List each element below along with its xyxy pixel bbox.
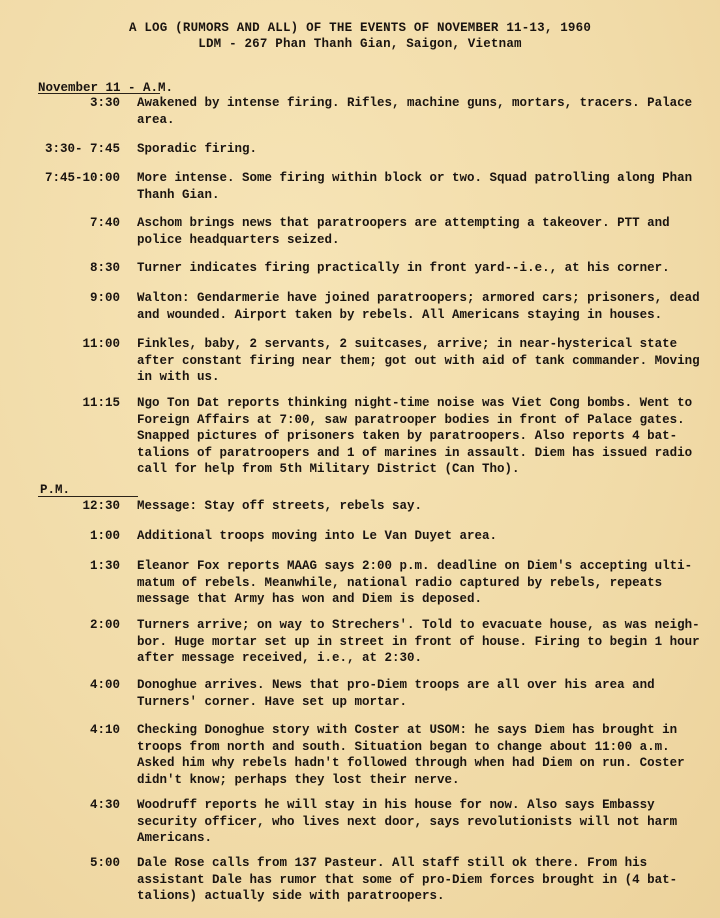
- entry-text-line: Walton: Gendarmerie have joined paratroopers; armored cars; prisoners, dead: [137, 291, 700, 305]
- entry-text: [137, 170, 707, 203]
- entry-time: 11:15: [82, 396, 120, 410]
- entry-time: 9:00: [89, 291, 120, 305]
- entry-text: [137, 290, 707, 323]
- entry-text-line: Aschom brings news that paratroopers are attempting a takeover. PTT and: [137, 216, 670, 230]
- entry-text-line: after message received, i.e., at 2:30.: [137, 651, 423, 666]
- entry-text-line: Americans.: [137, 831, 213, 846]
- pm-section-heading: P.M.: [40, 483, 71, 497]
- entry-text-line: Turners arrive; on way to Strechers'. Told to evacuate house, as was neigh-: [137, 618, 700, 632]
- entry-text-line: matum of rebels. Meanwhile, national radio captured by rebels, repeats: [137, 575, 663, 590]
- entry-time: 7:40: [89, 216, 120, 230]
- entry-text-line: police headquarters seized.: [137, 232, 340, 247]
- entry-time: 4:30: [89, 798, 120, 812]
- entry-text-line: and wounded. Airport taken by rebels. All Americans staying in houses.: [137, 307, 663, 322]
- entry-text: [137, 215, 707, 248]
- entry-text-line: area.: [137, 112, 175, 127]
- document-subtitle: LDM - 267 Phan Thanh Gian, Saigon, Vietnam: [198, 37, 522, 51]
- entry-text: [137, 528, 707, 545]
- entry-time: 4:00: [89, 678, 120, 692]
- entry-text: [137, 260, 707, 277]
- entry-text-line: talions of paratroopers and 1 of marines in assault. Diem has issued radio: [137, 445, 693, 460]
- entry-text-line: Foreign Affairs at 7:00, saw paratrooper bodies in front of Palace gates.: [137, 412, 685, 427]
- entry-text-line: troops from north and south. Situation began to change about 11:00 a.m.: [137, 739, 670, 754]
- entry-text-line: message that Army has won and Diem is deposed.: [137, 592, 483, 607]
- entry-text-line: Dale Rose calls from 137 Pasteur. All staff still ok there. From his: [137, 856, 648, 870]
- entry-text-line: after constant firing near them; got out with aid of tank commander. Moving: [137, 353, 700, 368]
- entry-text: [137, 797, 707, 847]
- entry-text: [137, 855, 707, 905]
- entry-text-line: bor. Huge mortar set up in street in front of house. Firing to begin 1 hour: [137, 634, 700, 649]
- pm-heading-underline: [38, 496, 138, 497]
- entry-text-line: Sporadic firing.: [137, 142, 258, 156]
- entry-text-line: Donoghue arrives. News that pro-Diem troops are all over his area and: [137, 678, 655, 692]
- entry-text-line: Snapped pictures of prisoners taken by paratroopers. Also reports 4 bat-: [137, 429, 678, 444]
- entry-text-line: assistant Dale has rumor that some of pro-Diem forces brought in (4 bat-: [137, 872, 678, 887]
- entry-text-line: Asked him why rebels hadn't followed through when had Diem on run. Coster: [137, 756, 685, 771]
- entry-text-line: Message: Stay off streets, rebels say.: [137, 499, 423, 513]
- entry-text-line: call for help from 5th Military District (Can Tho).: [137, 462, 520, 477]
- entry-text: [137, 498, 707, 515]
- entry-time: 3:30: [89, 96, 120, 110]
- entry-text-line: didn't know; perhaps they lost their nerve.: [137, 772, 460, 787]
- entry-text: [137, 141, 707, 158]
- entry-text-line: Finkles, baby, 2 servants, 2 suitcases, arrive; in near-hysterical state: [137, 337, 678, 351]
- entry-time: 8:30: [89, 261, 120, 275]
- entry-time: 1:30: [89, 559, 120, 573]
- am-section-heading: November 11 - A.M.: [38, 81, 174, 95]
- entry-time: 7:45-10:00: [44, 171, 120, 185]
- entry-text-line: Eleanor Fox reports MAAG says 2:00 p.m. deadline on Diem's accepting ulti-: [137, 559, 693, 573]
- entry-text-line: security officer, who lives next door, says revolutionists will not harm: [137, 814, 678, 829]
- entry-text: [137, 95, 707, 128]
- entry-time: 5:00: [89, 856, 120, 870]
- entry-text-line: Woodruff reports he will stay in his house for now. Also says Embassy: [137, 798, 655, 812]
- entry-text-line: Ngo Ton Dat reports thinking night-time noise was Viet Cong bombs. Went to: [137, 396, 693, 410]
- entry-text-line: Turners' corner. Have set up mortar.: [137, 694, 408, 709]
- entry-text-line: Checking Donoghue story with Coster at USOM: he says Diem has brought in: [137, 723, 678, 737]
- entry-time: 1:00: [89, 529, 120, 543]
- entry-time: 2:00: [89, 618, 120, 632]
- entry-text: [137, 395, 707, 478]
- entry-text: [137, 336, 707, 386]
- entry-text: [137, 617, 707, 667]
- entry-text-line: Turner indicates firing practically in front yard--i.e., at his corner.: [137, 261, 670, 275]
- entry-text: [137, 722, 707, 788]
- entry-text-line: Awakened by intense firing. Rifles, machine guns, mortars, tracers. Palace: [137, 96, 693, 110]
- entry-time: 11:00: [82, 337, 120, 351]
- document-title: A LOG (RUMORS AND ALL) OF THE EVENTS OF NOVEMBER 11-13, 1960: [128, 21, 592, 35]
- entry-text-line: Thanh Gian.: [137, 187, 220, 202]
- entry-text-line: Additional troops moving into Le Van Duyet area.: [137, 529, 498, 543]
- entry-text: [137, 558, 707, 608]
- entry-text-line: talions) actually side with paratroopers.: [137, 889, 445, 904]
- am-heading-underline: [38, 93, 160, 94]
- entry-text-line: More intense. Some firing within block or two. Squad patrolling along Phan: [137, 171, 693, 185]
- entry-text: [137, 677, 707, 710]
- entry-text-line: in with us.: [137, 370, 220, 385]
- entry-time: 3:30- 7:45: [44, 142, 120, 156]
- entry-time: 4:10: [89, 723, 120, 737]
- entry-time: 12:30: [82, 499, 120, 513]
